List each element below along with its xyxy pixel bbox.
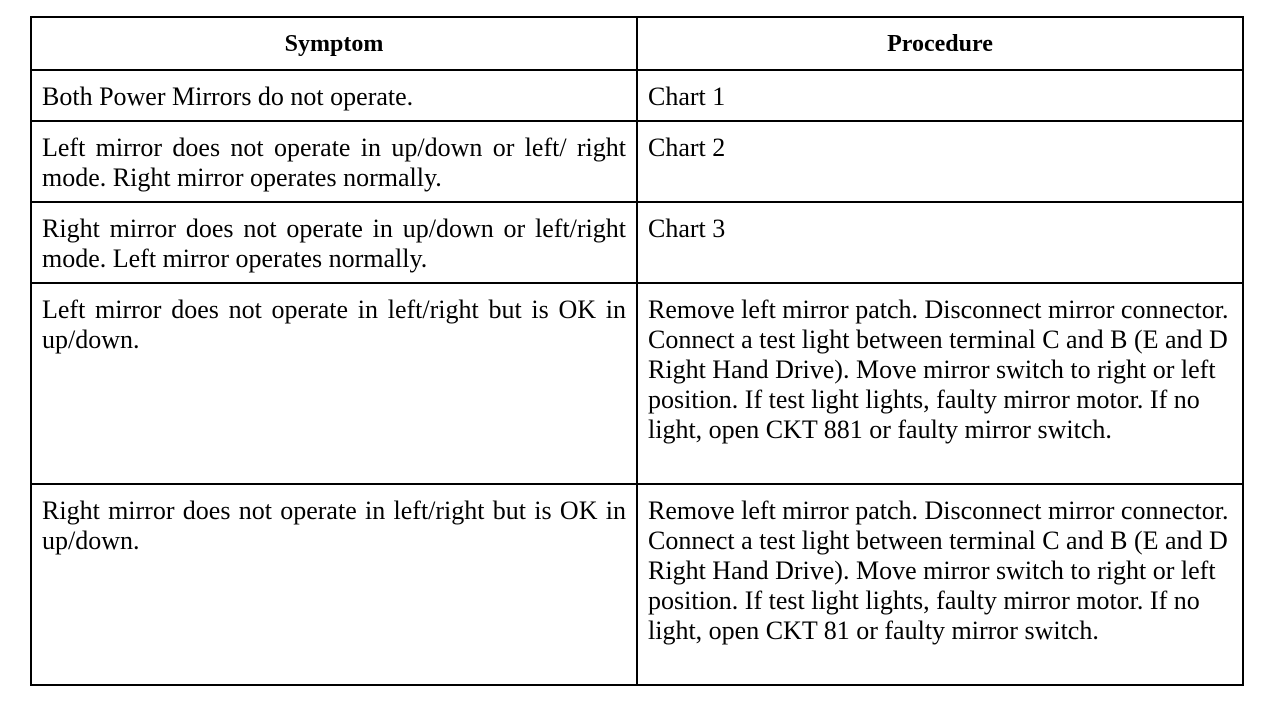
procedure-cell: Chart 2 — [637, 121, 1243, 202]
symptom-cell: Left mirror does not operate in up/down or left/ right mode. Right mirror operates normally. — [31, 121, 637, 202]
procedure-column-header: Procedure — [637, 17, 1243, 70]
procedure-cell: Remove left mirror patch. Disconnect mirror connector. Connect a test light between terminal C and B (E and D Right Hand Drive). Move mirror switch to right or left position. If test light lights, faulty mirror motor. If no light, open CKT 81 or faulty mirror switch. — [637, 484, 1243, 685]
symptom-column-header: Symptom — [31, 17, 637, 70]
symptom-cell: Both Power Mirrors do not operate. — [31, 70, 637, 121]
table-row — [31, 283, 1243, 484]
symptom-cell: Right mirror does not operate in up/down or left/right mode. Left mirror operates normally. — [31, 202, 637, 283]
procedure-cell: Remove left mirror patch. Disconnect mirror connector. Connect a test light between terminal C and B (E and D Right Hand Drive). Move mirror switch to right or left position. If test light lights, faulty mirror motor. If no light, open CKT 881 or faulty mirror switch. — [637, 283, 1243, 484]
table-row — [31, 70, 1243, 121]
symptom-cell: Left mirror does not operate in left/right but is OK in up/down. — [31, 283, 637, 484]
symptom-procedure-table — [30, 16, 1244, 686]
table-row — [31, 484, 1243, 685]
procedure-cell: Chart 1 — [637, 70, 1243, 121]
table-row — [31, 121, 1243, 202]
symptom-cell: Right mirror does not operate in left/right but is OK in up/down. — [31, 484, 637, 685]
table-header-row — [31, 17, 1243, 70]
procedure-cell: Chart 3 — [637, 202, 1243, 283]
table-row — [31, 202, 1243, 283]
